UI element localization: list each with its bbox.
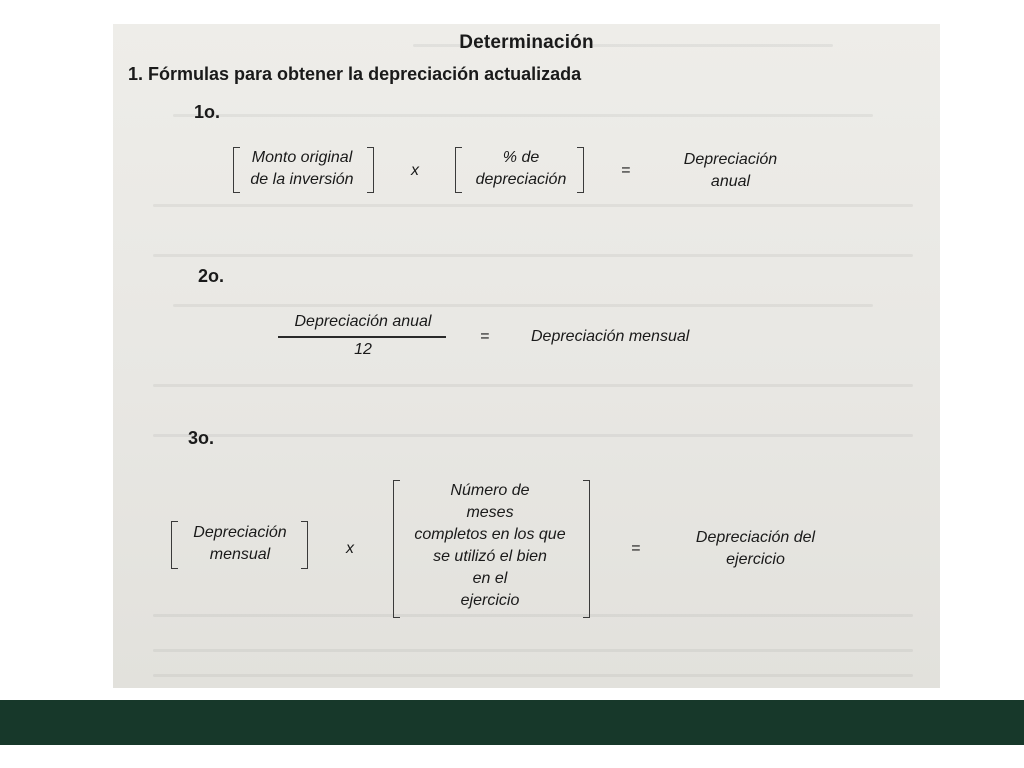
formula1-result: Depreciación anual (683, 151, 778, 190)
bleed-line (153, 614, 913, 617)
step-1-label: 1o. (194, 102, 221, 122)
formula2-result: Depreciación mensual (531, 328, 690, 345)
formula1-term-b: % de depreciación (475, 149, 567, 188)
scanned-page (113, 24, 940, 688)
bleed-line (153, 384, 913, 387)
step-2-label: 2o. (198, 266, 225, 286)
equals-sign: = (631, 540, 641, 557)
right-bracket (367, 147, 374, 193)
multiply-sign: x (411, 162, 419, 179)
formula3-term-a: Depreciación mensual (193, 524, 287, 563)
bleed-line (153, 204, 913, 207)
step-3-label: 3o. (188, 428, 215, 448)
formula2-denominator: 12 (354, 341, 372, 358)
equals-sign: = (480, 328, 490, 345)
bleed-line (173, 304, 873, 307)
bleed-line (153, 674, 913, 677)
right-bracket (301, 521, 308, 569)
bleed-line (153, 434, 913, 437)
formula1-term-a: Monto original de la inversión (250, 149, 354, 188)
multiply-sign: x (346, 540, 354, 557)
formula3-result: Depreciación del ejercicio (695, 529, 816, 568)
right-bracket (583, 480, 590, 618)
formula2-numerator: Depreciación anual (294, 313, 432, 330)
bleed-line (173, 114, 873, 117)
footer-band (0, 700, 1024, 745)
right-bracket (577, 147, 584, 193)
page-title: Determinación (459, 32, 594, 53)
fraction-line (278, 336, 446, 338)
equals-sign: = (621, 162, 631, 179)
bleed-line (153, 649, 913, 652)
bleed-line (153, 254, 913, 257)
formula3-term-b: Número de meses completos en los que se utilizó el bien en el ejercicio (414, 482, 566, 609)
section-heading: 1. Fórmulas para obtener la depreciación actualizada (128, 64, 582, 84)
